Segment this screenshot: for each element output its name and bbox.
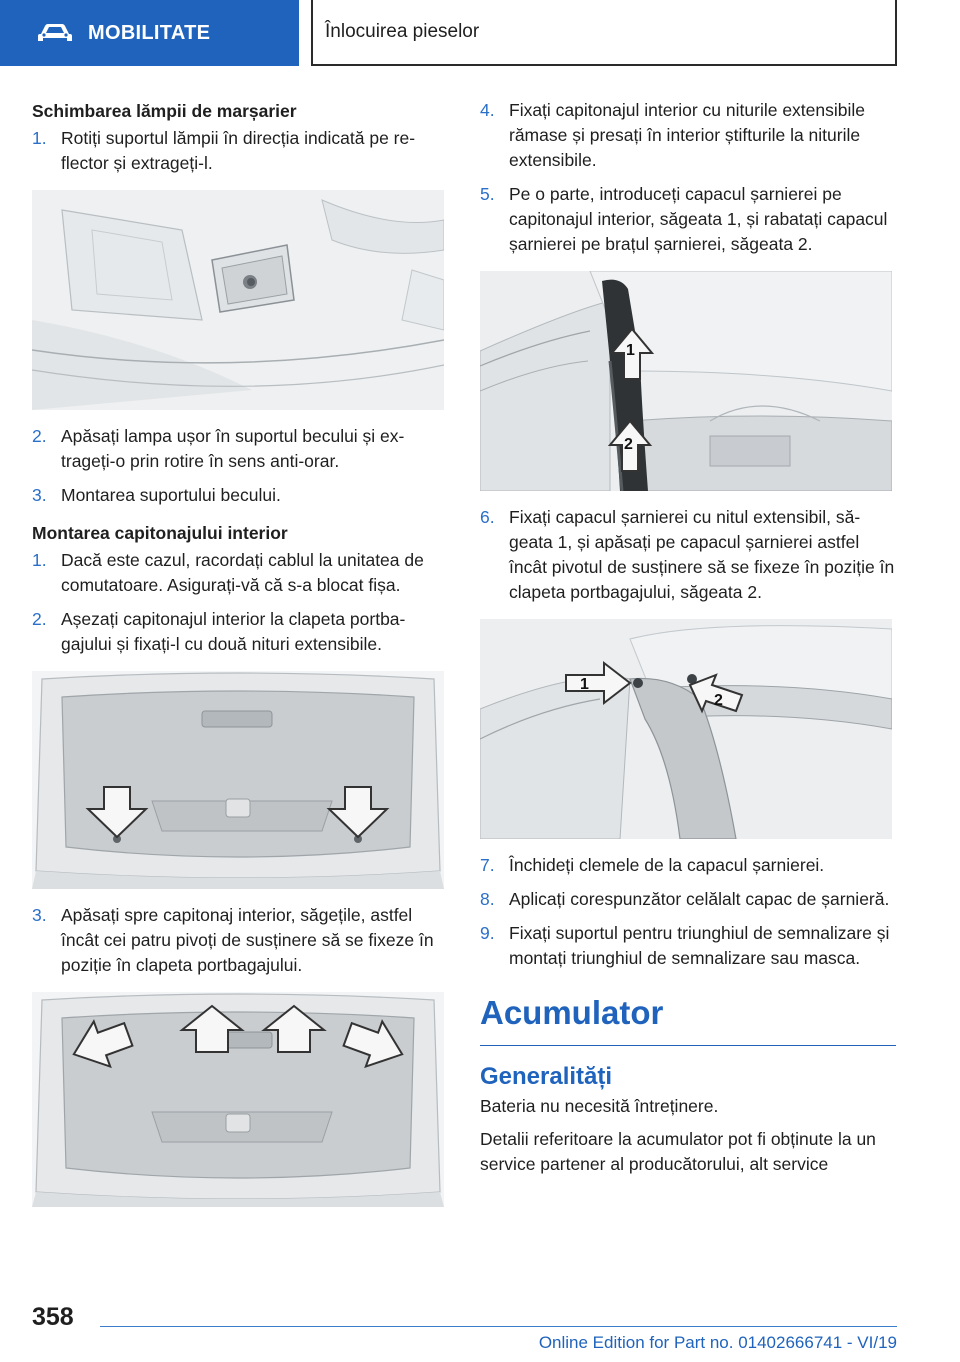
step-item (32, 607, 448, 657)
arrow-label-1: 1 (626, 342, 635, 359)
figure-hinge-cover (480, 271, 892, 491)
step-item (32, 483, 448, 508)
heading-reversing-lamp: Schimbarea lămpii de marșarier (32, 101, 297, 121)
paragraph: Detalii referitoare la acumulator pot fi obținute la un service partener al producătorului, alt service (480, 1129, 876, 1174)
step-item (480, 921, 896, 971)
subsection-title: Generalități (480, 1063, 613, 1090)
step-text: Apăsați lampa ușor în suportul becului și extrageți-o prin rotire în sens anti-orar. (61, 426, 405, 471)
figure-trim-down-arrows-drawing (32, 671, 444, 889)
paragraph: Bateria nu necesită întreținere. (480, 1096, 719, 1116)
footer-divider (100, 1326, 897, 1327)
figure-lamp-holder (32, 190, 444, 410)
left-column (32, 98, 448, 1207)
step-item (32, 126, 448, 176)
heading-interior-trim: Montarea capitonajului interior (32, 523, 288, 543)
step-number: 1. (32, 128, 47, 148)
step-text: Montarea suportului becului. (61, 485, 281, 505)
section-title: Acumulator (480, 993, 896, 1046)
edition-footer: Online Edition for Part no. 01402666741 - VI/19 (538, 1333, 897, 1352)
step-item (32, 903, 448, 978)
car-icon (38, 23, 72, 43)
step-text: Apăsați spre capitonaj interior, săgețile, astfel încât cei patru pivoți de susținere să se fixeze în poziție în clapeta portbagajului. (61, 905, 434, 975)
step-number: 6. (480, 507, 495, 527)
step-item (480, 853, 896, 878)
step-number: 2. (32, 609, 47, 629)
step-item (32, 424, 448, 474)
figure-trim-up-arrows (32, 992, 444, 1207)
step-text: Așezați capitonajul interior la clapeta portbagajului și fixați-l cu două nituri extensibile. (61, 609, 406, 654)
step-text: Dacă este cazul, racordați cablul la unitatea de comutatoare. Asigurați-vă că s-a blocat fișa. (61, 550, 424, 595)
figure-lamp-holder-drawing (32, 190, 444, 410)
step-number: 5. (480, 184, 495, 204)
step-item (32, 548, 448, 598)
step-text: Fixați capitonajul interior cu niturile extensibile rămase și presați în interior știfturile la niturile extensibile. (509, 100, 866, 170)
step-number: 8. (480, 889, 495, 909)
chapter-title: Înlocuirea pieselor (311, 0, 897, 66)
step-number: 4. (480, 100, 495, 120)
figure-trim-down-arrows (32, 671, 444, 889)
step-text: Rotiți suportul lămpii în direcția indicată pe reflector și extrageți-l. (61, 128, 416, 173)
step-item (480, 887, 896, 912)
step-text: Fixați suportul pentru triunghiul de semnalizare și montați triunghiul de semnalizare sau masca. (509, 923, 890, 968)
section-tab (0, 0, 299, 66)
step-number: 7. (480, 855, 495, 875)
step-number: 1. (32, 550, 47, 570)
right-column (480, 98, 896, 1185)
arrow-label-2: 2 (624, 436, 633, 453)
figure-hinge-cover-drawing (480, 271, 892, 491)
step-item (480, 98, 896, 173)
step-text: Pe o parte, introduceți capacul șarnierei pe capitonajul interior, săgeata 1, și rabatați capacul șarnierei pe brațul șarnierei, săgeata 2. (509, 184, 888, 254)
arrow-label-2: 2 (714, 692, 723, 709)
figure-hinge-rivet-drawing (480, 619, 892, 839)
step-text: Închideți clemele de la capacul șarnierei. (509, 855, 825, 875)
step-number: 3. (32, 905, 47, 925)
figure-trim-up-arrows-drawing (32, 992, 444, 1207)
step-text: Aplicați corespunzător celălalt capac de șarnieră. (509, 889, 890, 909)
page-number: 358 (32, 1303, 74, 1331)
step-item (480, 182, 896, 257)
step-item (480, 505, 896, 605)
step-text: Fixați capacul șarnierei cu nitul extensibil, săgeata 1, și apăsați pe capacul șarnierei astfel încât pivotul de susținere să se fixeze în poziție în clapeta portbagajului, săgeata 2. (509, 507, 895, 602)
step-number: 9. (480, 923, 495, 943)
arrow-label-1: 1 (580, 676, 589, 693)
section-label: MOBILITATE (88, 21, 211, 44)
figure-hinge-rivet (480, 619, 892, 839)
step-number: 2. (32, 426, 47, 446)
step-number: 3. (32, 485, 47, 505)
